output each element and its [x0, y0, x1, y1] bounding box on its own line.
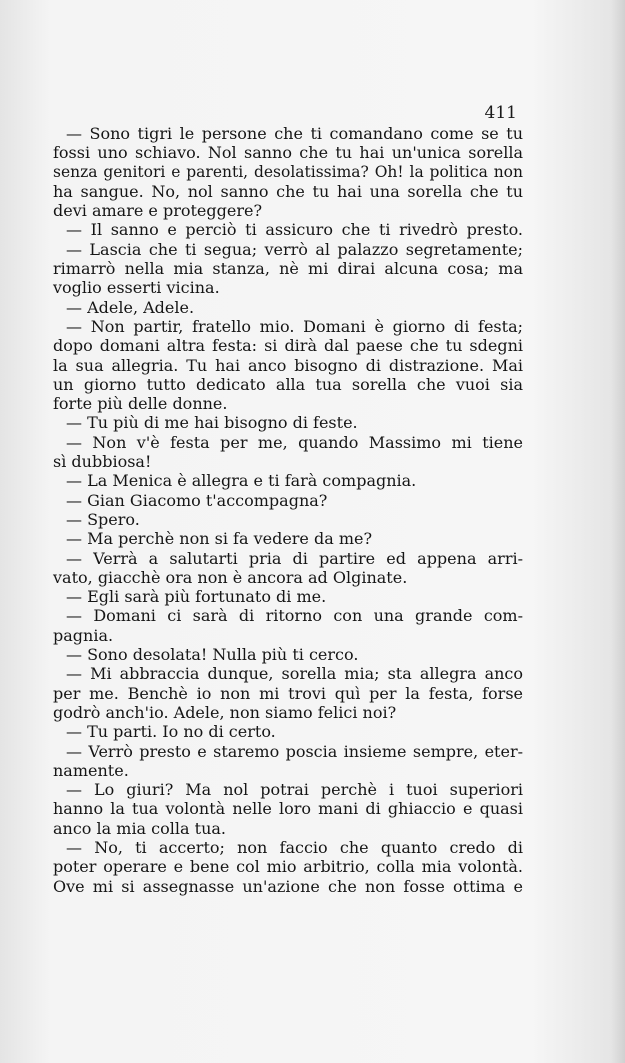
page-body-text: [53, 124, 523, 896]
text-line: — Il sanno e perciò ti assicuro che ti rivedrò presto.: [66, 220, 523, 240]
text-line: Ove mi si assegnasse un'azione che non fosse ottima e: [53, 876, 523, 896]
text-line: — Tu parti. Io no di certo.: [66, 722, 276, 742]
text-line: — Adele, Adele.: [66, 297, 195, 317]
text-line: — Sono desolata! Nulla più ti cerco.: [66, 645, 359, 665]
text-line: — La Menica è allegra e ti farà compagnia.: [66, 471, 417, 491]
text-line: namente.: [53, 760, 129, 780]
text-line: poter operare e bene col mio arbitrio, colla mia volontà.: [53, 857, 523, 877]
text-line: anco la mia colla tua.: [53, 818, 226, 838]
text-line: senza genitori e parenti, desolatissima? Oh! la politica non: [53, 162, 523, 181]
text-line: — Lo giuri? Ma nol potrai perchè i tuoi superiori: [66, 780, 523, 800]
text-line: vato, giacchè ora non è ancora ad Olginate.: [53, 567, 408, 587]
text-line: voglio esserti vicina.: [53, 278, 220, 298]
text-line: — Mi abbraccia dunque, sorella mia; sta allegra anco: [66, 664, 523, 684]
text-line: — Non v'è festa per me, quando Massimo mi tiene: [66, 432, 523, 452]
text-line: — Verrà a salutarti pria di partire ed appena arri-: [66, 548, 523, 568]
text-line: — Egli sarà più fortunato di me.: [66, 587, 327, 607]
text-line: rimarrò nella mia stanza, nè mi dirai alcuna cosa; ma: [53, 259, 523, 279]
text-line: un giorno tutto dedicato alla tua sorella che vuoi sia: [53, 374, 523, 394]
text-line: ha sangue. No, nol sanno che tu hai una sorella che tu: [53, 181, 523, 201]
text-line: la sua allegria. Tu hai anco bisogno di distrazione. Mai: [53, 355, 523, 375]
text-line: devi amare e proteggere?: [53, 201, 263, 221]
text-line: — Lascia che ti segua; verrò al palazzo segretamente;: [66, 239, 523, 259]
text-line: — Spero.: [66, 509, 140, 529]
text-line: — Tu più di me hai bisogno di feste.: [66, 413, 358, 433]
text-line: sì dubbiosa!: [53, 452, 152, 472]
text-line: godrò anch'io. Adele, non siamo felici noi?: [53, 702, 397, 722]
text-line: — Domani ci sarà di ritorno con una grande com-: [66, 606, 523, 626]
text-line: pagnia.: [53, 625, 114, 645]
page-edge-shadow: [611, 0, 625, 1063]
text-line: forte più delle donne.: [53, 394, 228, 414]
page-number: 411: [484, 103, 517, 123]
text-line: hanno la tua volontà nelle loro mani di ghiaccio e quasi: [53, 799, 523, 819]
text-line: dopo domani altra festa: si dirà dal paese che tu sdegni: [53, 336, 523, 356]
text-line: — Non partir, fratello mio. Domani è giorno di festa;: [66, 316, 523, 336]
text-line: per me. Benchè io non mi trovi quì per la festa, forse: [53, 683, 523, 703]
text-line: — Gian Giacomo t'accompagna?: [66, 490, 328, 510]
text-line: fossi uno schiavo. Nol sanno che tu hai un'unica sorella: [53, 143, 523, 163]
text-line: — Verrò presto e staremo poscia insieme sempre, eter-: [66, 741, 523, 761]
text-line: — Ma perchè non si fa vedere da me?: [66, 529, 373, 549]
text-line: — Sono tigri le persone che ti comandano come se tu: [66, 124, 523, 143]
text-line: — No, ti accerto; non faccio che quanto credo di: [66, 837, 523, 857]
